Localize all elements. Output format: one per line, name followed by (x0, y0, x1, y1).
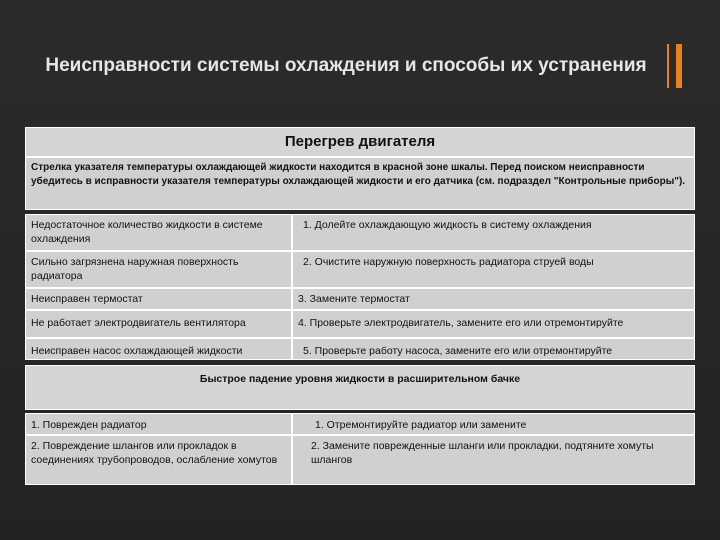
remedy-cell: 5. Проверьте работу насоса, замените его или отремонтируйте (292, 338, 695, 360)
page-title: Неисправности системы охлаждения и способы их устранения (45, 55, 647, 76)
level-drop-header: Быстрое падение уровня жидкости в расширительном бачке (25, 365, 695, 410)
overheating-header: Перегрев двигателя (25, 127, 695, 157)
fault-cell: 1. Поврежден радиатор (25, 413, 292, 435)
fault-cell: Недостаточное количество жидкости в системе охлаждения (25, 214, 292, 251)
remedy-cell: 1. Отремонтируйте радиатор или замените (292, 413, 695, 435)
remedy-cell: 2. Очистите наружную поверхность радиатора струей воды (292, 251, 695, 288)
overheating-note: Стрелка указателя температуры охлаждающей жидкости находится в красной зоне шкалы. Перед поиском неисправности убедитесь в исправности указателя температуры охлаждающей жидкости и его датчика (см. подраздел "Контрольные приборы"). (25, 157, 695, 210)
remedy-cell: 3. Замените термостат (292, 288, 695, 310)
fault-cell: Сильно загрязнена наружная поверхность радиатора (25, 251, 292, 288)
fault-cell: 2. Повреждение шлангов или прокладок в соединениях трубопроводов, ослабление хомутов (25, 435, 292, 485)
remedy-cell: 2. Замените поврежденные шланги или прокладки, подтяните хомуты шлангов (292, 435, 695, 485)
remedy-cell: 4. Проверьте электродвигатель, замените его или отремонтируйте (292, 310, 695, 338)
fault-cell: Не работает электродвигатель вентилятора (25, 310, 292, 338)
accent-bar (676, 44, 682, 88)
accent-line (667, 44, 669, 88)
fault-cell: Неисправен термостат (25, 288, 292, 310)
fault-cell: Неисправен насос охлаждающей жидкости (25, 338, 292, 360)
remedy-cell: 1. Долейте охлаждающую жидкость в систему охлаждения (292, 214, 695, 251)
